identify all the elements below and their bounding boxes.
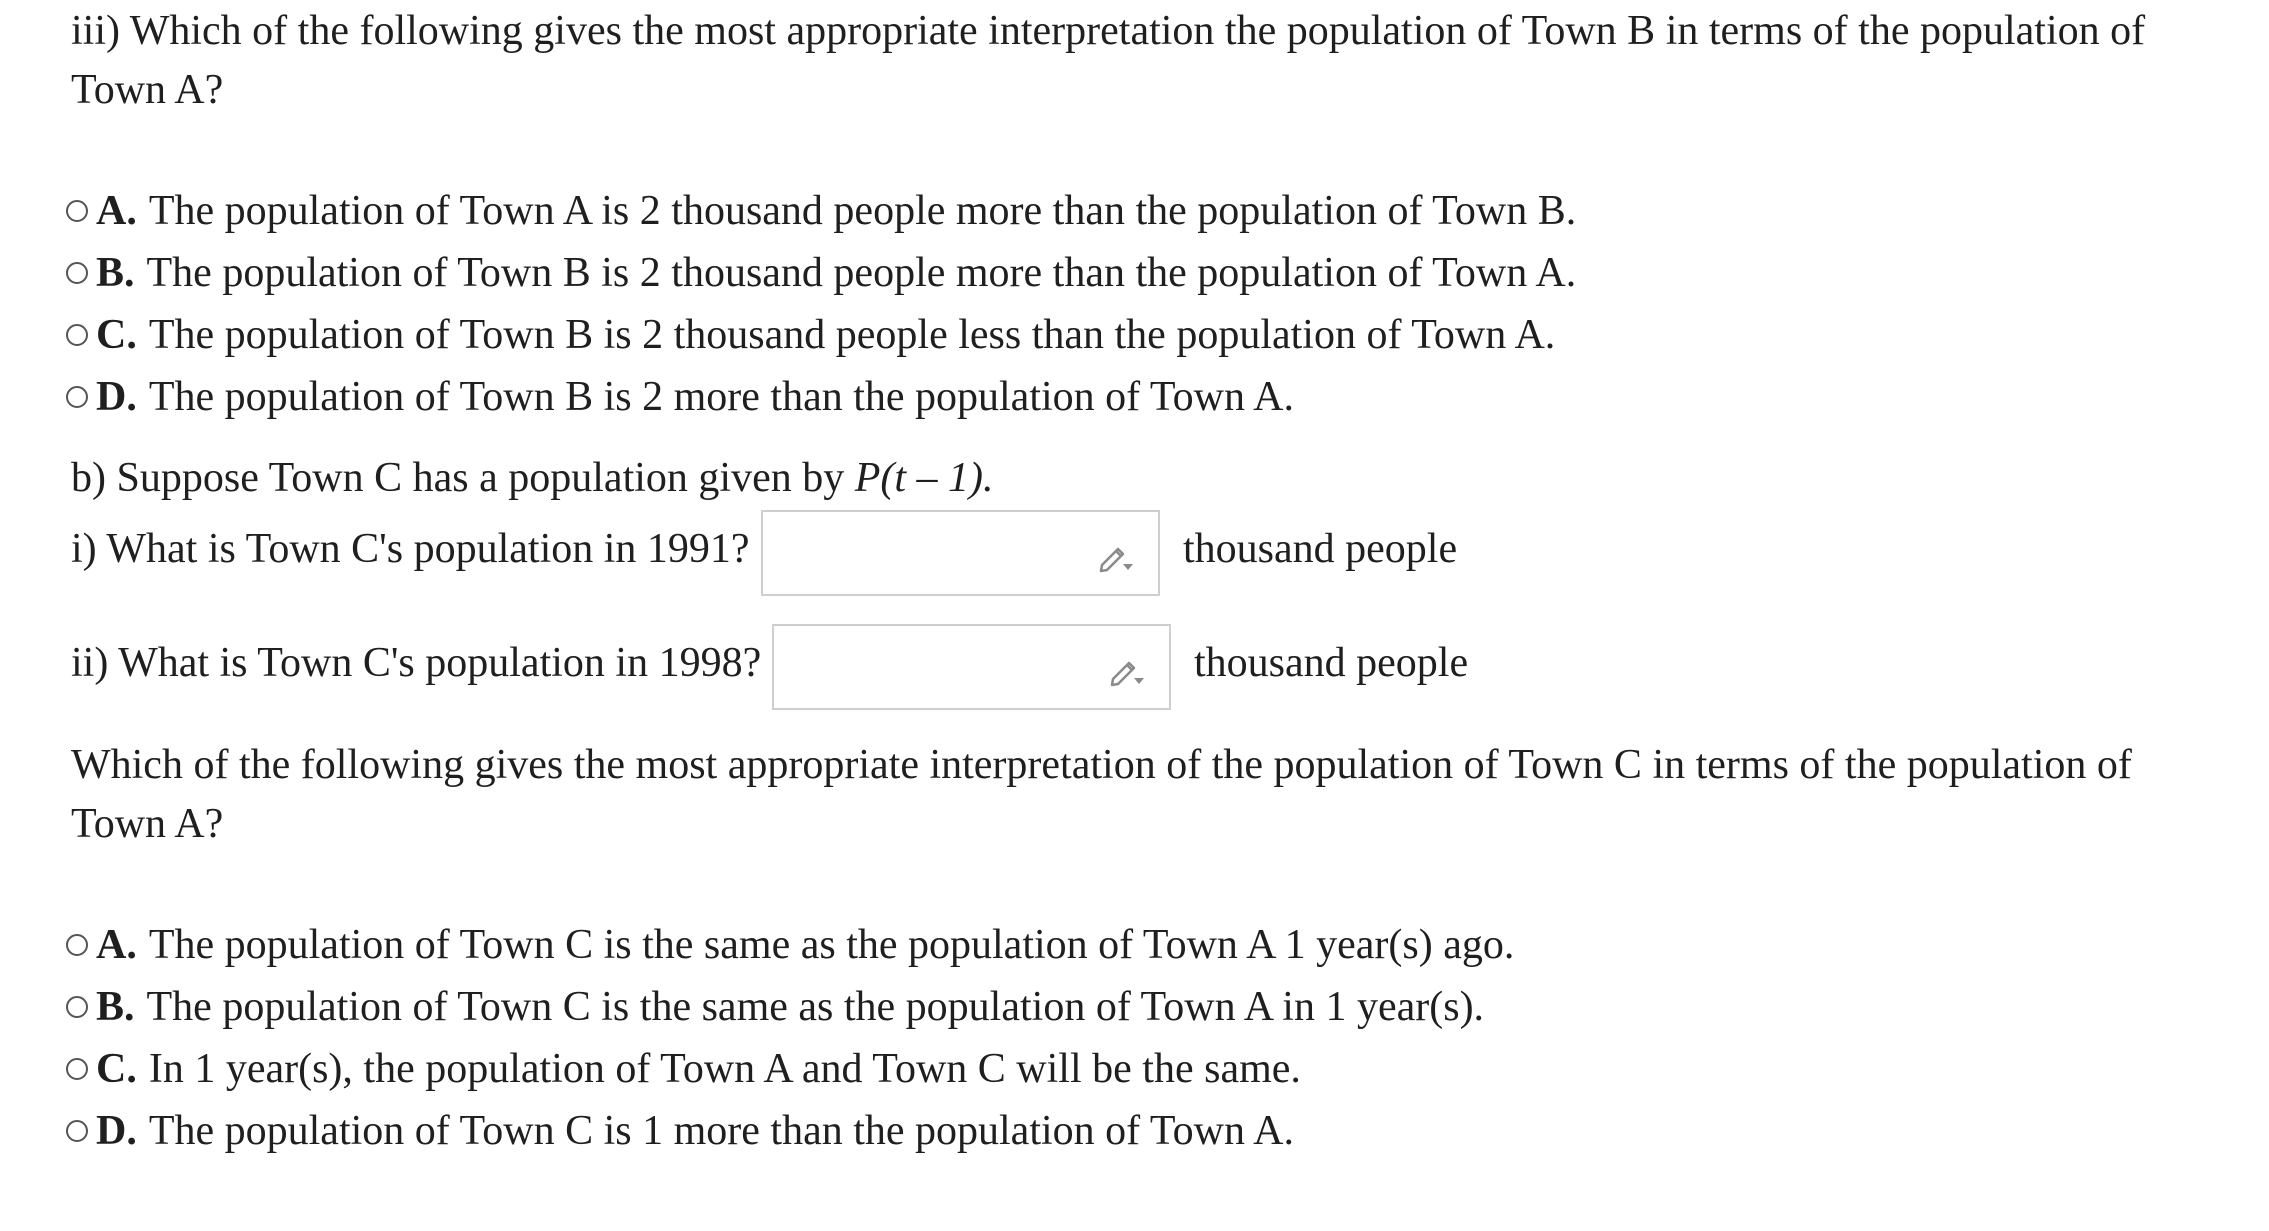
option-text: The population of Town C is the same as the population of Town A in 1 year(s). [146, 984, 1485, 1030]
radio-circle-icon[interactable] [66, 934, 88, 956]
pencil-dropdown-icon[interactable] [1096, 540, 1136, 574]
option-letter: D. [96, 374, 137, 420]
answer-input-1998[interactable] [772, 624, 1171, 710]
question-b-ii-label: ii) What is Town C's population in 1998? [71, 640, 762, 686]
part-b-function-expression: P(t – 1). [854, 455, 994, 501]
radio-circle-icon[interactable] [66, 1120, 88, 1142]
radio-circle-icon[interactable] [66, 386, 88, 408]
options-a-iii [66, 180, 1576, 428]
question-a-iii: iii) Which of the following gives the most appropriate interpretation the population of Town B in terms of the population of Town A? [71, 8, 2146, 113]
option-text: The population of Town A is 2 thousand people more than the population of Town B. [148, 188, 1577, 234]
option-b-c[interactable] [66, 1038, 1514, 1100]
option-text: The population of Town C is 1 more than the population of Town A. [148, 1108, 1294, 1154]
radio-circle-icon[interactable] [66, 200, 88, 222]
radio-circle-icon[interactable] [66, 996, 88, 1018]
unit-label-1991: thousand people [1183, 526, 1458, 572]
option-text: The population of Town C is the same as the population of Town A 1 year(s) ago. [148, 922, 1515, 968]
radio-circle-icon[interactable] [66, 262, 88, 284]
pencil-dropdown-icon[interactable] [1107, 654, 1147, 688]
option-text: The population of Town B is 2 thousand people more than the population of Town A. [146, 250, 1577, 296]
option-a-iii-c[interactable] [66, 304, 1576, 366]
option-a-iii-a[interactable] [66, 180, 1576, 242]
radio-circle-icon[interactable] [66, 1058, 88, 1080]
option-letter: A. [96, 922, 137, 968]
option-b-d[interactable] [66, 1100, 1514, 1162]
part-b-intro-text: b) Suppose Town C has a population given by [71, 455, 855, 501]
option-letter: D. [96, 1108, 137, 1154]
options-b-interpretation [66, 914, 1514, 1162]
answer-input-1991[interactable] [761, 510, 1160, 596]
option-letter: B. [96, 250, 135, 296]
option-a-iii-d[interactable] [66, 366, 1576, 428]
option-letter: C. [96, 1046, 137, 1092]
option-text: The population of Town B is 2 thousand people less than the population of Town A. [148, 312, 1556, 358]
part-b-intro [71, 448, 994, 508]
option-text: The population of Town B is 2 more than the population of Town A. [148, 374, 1294, 420]
question-b-interpretation: Which of the following gives the most appropriate interpretation of the population of Town C in terms of the population of Town A? [71, 742, 2132, 847]
radio-circle-icon[interactable] [66, 324, 88, 346]
option-b-b[interactable] [66, 976, 1514, 1038]
option-a-iii-b[interactable] [66, 242, 1576, 304]
option-letter: A. [96, 188, 137, 234]
question-b-i-label: i) What is Town C's population in 1991? [71, 526, 750, 572]
option-letter: B. [96, 984, 135, 1030]
unit-label-1998: thousand people [1194, 640, 1469, 686]
option-text: In 1 year(s), the population of Town A and Town C will be the same. [148, 1046, 1301, 1092]
option-letter: C. [96, 312, 137, 358]
option-b-a[interactable] [66, 914, 1514, 976]
